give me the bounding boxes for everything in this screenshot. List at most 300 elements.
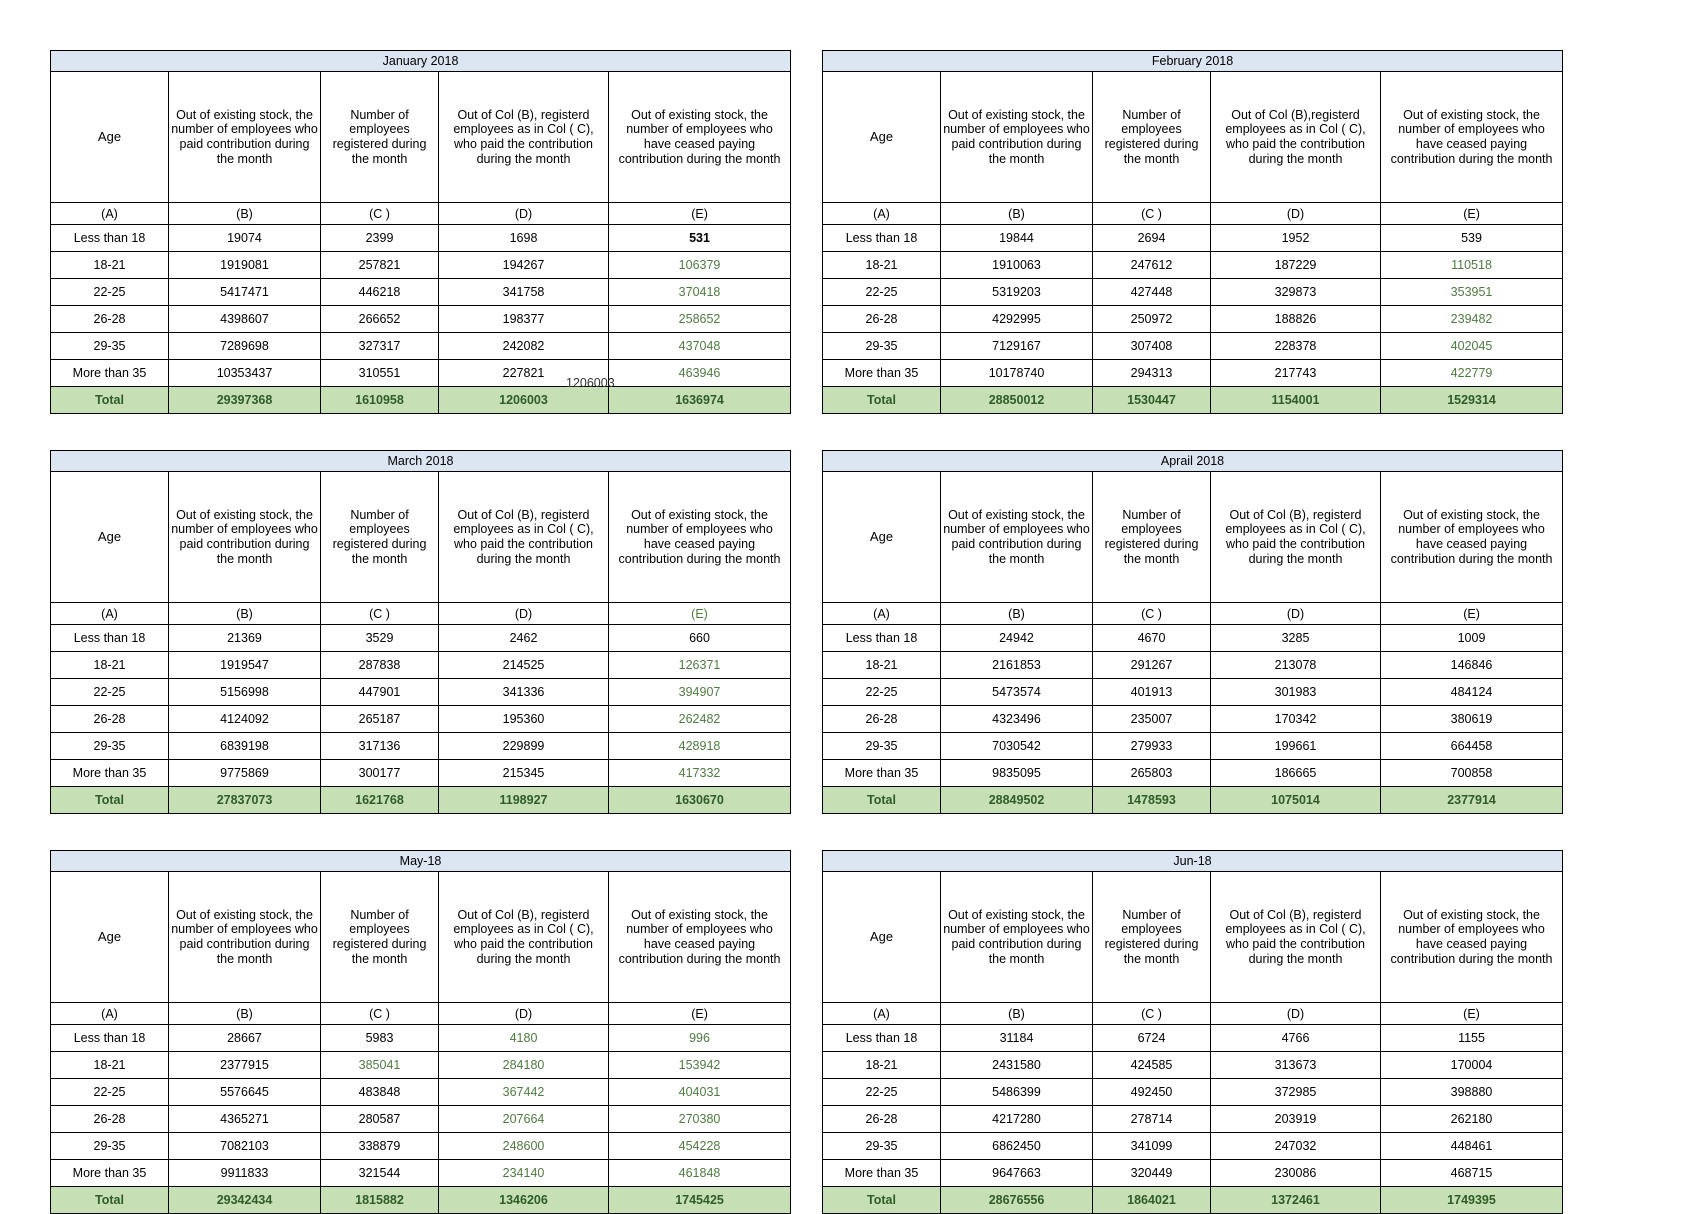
- value-cell-e: 370418: [609, 279, 791, 306]
- total-row: [823, 387, 1563, 414]
- value-cell-e: 404031: [609, 1079, 791, 1106]
- total-value-c: 1530447: [1093, 387, 1211, 414]
- column-header: Out of existing stock, the number of employees who have ceased paying contribution during the month: [1381, 872, 1563, 1003]
- value-cell-b: 9647663: [941, 1160, 1093, 1187]
- value-cell-e: 448461: [1381, 1133, 1563, 1160]
- column-letter-label: (A): [51, 603, 169, 625]
- value-cell-d: 199661: [1211, 733, 1381, 760]
- age-cell: 22-25: [51, 279, 169, 306]
- column-header: Number of employees registered during the month: [321, 72, 439, 203]
- column-letter-label: (D): [1211, 1003, 1381, 1025]
- value-cell-b: 31184: [941, 1025, 1093, 1052]
- value-cell-b: 5486399: [941, 1079, 1093, 1106]
- value-cell-b: 5417471: [169, 279, 321, 306]
- table-row-1: [50, 50, 1684, 414]
- value-cell-b: 7082103: [169, 1133, 321, 1160]
- age-cell: Less than 18: [823, 225, 941, 252]
- table-row: [51, 333, 791, 360]
- value-cell-e: 239482: [1381, 306, 1563, 333]
- value-cell-c: 320449: [1093, 1160, 1211, 1187]
- value-cell-c: 310551: [321, 360, 439, 387]
- age-cell: 29-35: [823, 333, 941, 360]
- value-cell-c: 338879: [321, 1133, 439, 1160]
- value-cell-c: 385041: [321, 1052, 439, 1079]
- value-cell-b: 28667: [169, 1025, 321, 1052]
- column-header: Out of existing stock, the number of employees who have ceased paying contribution during the month: [1381, 472, 1563, 603]
- table-row: [51, 625, 791, 652]
- value-cell-c: 2399: [321, 225, 439, 252]
- data-table: [822, 50, 1563, 414]
- value-cell-d: 228378: [1211, 333, 1381, 360]
- value-cell-b: 19074: [169, 225, 321, 252]
- value-cell-b: 5473574: [941, 679, 1093, 706]
- table-title: February 2018: [823, 51, 1563, 72]
- value-cell-d: 313673: [1211, 1052, 1381, 1079]
- total-value-c: 1610958: [321, 387, 439, 414]
- value-cell-c: 2694: [1093, 225, 1211, 252]
- age-cell: Less than 18: [823, 1025, 941, 1052]
- value-cell-b: 9775869: [169, 760, 321, 787]
- value-cell-d: 4180: [439, 1025, 609, 1052]
- table-title: March 2018: [51, 451, 791, 472]
- column-header: Number of employees registered during the month: [1093, 872, 1211, 1003]
- stray-note: 1206003: [566, 376, 615, 390]
- value-cell-e: 126371: [609, 652, 791, 679]
- value-cell-c: 341099: [1093, 1133, 1211, 1160]
- total-value-b: 29397368: [169, 387, 321, 414]
- value-cell-c: 6724: [1093, 1025, 1211, 1052]
- column-letter-label: (E): [609, 603, 791, 625]
- value-cell-c: 279933: [1093, 733, 1211, 760]
- column-header: Out of existing stock, the number of employees who have ceased paying contribution during the month: [1381, 72, 1563, 203]
- value-cell-c: 300177: [321, 760, 439, 787]
- age-cell: 26-28: [51, 306, 169, 333]
- table-row: [823, 706, 1563, 733]
- value-cell-d: 3285: [1211, 625, 1381, 652]
- value-cell-d: 207664: [439, 1106, 609, 1133]
- column-header: Out of existing stock, the number of employees who have ceased paying contribution during the month: [609, 472, 791, 603]
- total-value-d: 1075014: [1211, 787, 1381, 814]
- table-row: [51, 760, 791, 787]
- value-cell-d: 2462: [439, 625, 609, 652]
- table-title: Jun-18: [823, 851, 1563, 872]
- column-header: Age: [823, 472, 941, 603]
- table-row: [823, 252, 1563, 279]
- table-row: [823, 225, 1563, 252]
- table-block-may-18: [50, 850, 790, 1214]
- column-letter-label: (A): [823, 603, 941, 625]
- value-cell-e: 417332: [609, 760, 791, 787]
- value-cell-c: 278714: [1093, 1106, 1211, 1133]
- value-cell-b: 5156998: [169, 679, 321, 706]
- value-cell-e: 153942: [609, 1052, 791, 1079]
- age-cell: 18-21: [51, 252, 169, 279]
- total-value-d: 1154001: [1211, 387, 1381, 414]
- value-cell-d: 214525: [439, 652, 609, 679]
- value-cell-d: 187229: [1211, 252, 1381, 279]
- total-value-e: 1745425: [609, 1187, 791, 1214]
- age-cell: 26-28: [823, 706, 941, 733]
- value-cell-c: 266652: [321, 306, 439, 333]
- age-cell: 22-25: [51, 1079, 169, 1106]
- value-cell-b: 6839198: [169, 733, 321, 760]
- value-cell-c: 327317: [321, 333, 439, 360]
- table-row: [51, 1160, 791, 1187]
- column-letter-label: (D): [1211, 603, 1381, 625]
- table-row: [823, 1160, 1563, 1187]
- value-cell-c: 280587: [321, 1106, 439, 1133]
- total-value-c: 1621768: [321, 787, 439, 814]
- age-cell: Less than 18: [51, 225, 169, 252]
- value-cell-e: 664458: [1381, 733, 1563, 760]
- value-cell-c: 291267: [1093, 652, 1211, 679]
- value-cell-b: 1910063: [941, 252, 1093, 279]
- column-header: Out of Col (B), registerd employees as in Col ( C), who paid the contribution during the month: [439, 472, 609, 603]
- column-letter-label: (C ): [321, 1003, 439, 1025]
- value-cell-e: 270380: [609, 1106, 791, 1133]
- age-cell: More than 35: [823, 760, 941, 787]
- table-row: [823, 1106, 1563, 1133]
- value-cell-e: 106379: [609, 252, 791, 279]
- column-header: Out of existing stock, the number of employees who paid contribution during the month: [169, 72, 321, 203]
- value-cell-b: 1919081: [169, 252, 321, 279]
- table-row: [51, 360, 791, 387]
- value-cell-b: 7289698: [169, 333, 321, 360]
- table-row-2: [50, 450, 1684, 814]
- value-cell-d: 1698: [439, 225, 609, 252]
- table-row: [823, 360, 1563, 387]
- column-letter-label: (D): [1211, 203, 1381, 225]
- value-cell-d: 301983: [1211, 679, 1381, 706]
- value-cell-d: 217743: [1211, 360, 1381, 387]
- column-letter-label: (A): [823, 1003, 941, 1025]
- value-cell-d: 188826: [1211, 306, 1381, 333]
- age-cell: 22-25: [823, 679, 941, 706]
- column-letter-label: (D): [439, 203, 609, 225]
- value-cell-d: 1952: [1211, 225, 1381, 252]
- value-cell-e: 262482: [609, 706, 791, 733]
- table-row: [823, 1052, 1563, 1079]
- value-cell-d: 367442: [439, 1079, 609, 1106]
- column-header: Out of existing stock, the number of employees who have ceased paying contribution during the month: [609, 872, 791, 1003]
- age-cell: 18-21: [51, 1052, 169, 1079]
- age-cell: Less than 18: [823, 625, 941, 652]
- table-row: [823, 333, 1563, 360]
- column-header: Out of existing stock, the number of employees who have ceased paying contribution during the month: [609, 72, 791, 203]
- column-header: Number of employees registered during the month: [1093, 472, 1211, 603]
- value-cell-e: 1009: [1381, 625, 1563, 652]
- table-row: [823, 1025, 1563, 1052]
- table-row: [51, 1133, 791, 1160]
- value-cell-d: 372985: [1211, 1079, 1381, 1106]
- value-cell-e: 437048: [609, 333, 791, 360]
- value-cell-b: 5576645: [169, 1079, 321, 1106]
- column-header: Out of Col (B), registerd employees as in Col ( C), who paid the contribution during the month: [439, 872, 609, 1003]
- table-row: [823, 760, 1563, 787]
- column-letter-label: (E): [1381, 1003, 1563, 1025]
- total-label: Total: [823, 387, 941, 414]
- total-row: [51, 787, 791, 814]
- age-cell: 22-25: [51, 679, 169, 706]
- total-value-e: 1749395: [1381, 1187, 1563, 1214]
- value-cell-c: 483848: [321, 1079, 439, 1106]
- value-cell-b: 2377915: [169, 1052, 321, 1079]
- value-cell-d: 195360: [439, 706, 609, 733]
- table-title: May-18: [51, 851, 791, 872]
- total-value-d: 1372461: [1211, 1187, 1381, 1214]
- table-row: [51, 706, 791, 733]
- age-cell: 29-35: [51, 333, 169, 360]
- column-letter-label: (E): [609, 203, 791, 225]
- total-value-b: 29342434: [169, 1187, 321, 1214]
- total-value-c: 1815882: [321, 1187, 439, 1214]
- value-cell-e: 394907: [609, 679, 791, 706]
- data-table: [822, 850, 1563, 1214]
- table-row: [823, 652, 1563, 679]
- table-block-march-2018: [50, 450, 790, 814]
- value-cell-c: 317136: [321, 733, 439, 760]
- value-cell-d: 230086: [1211, 1160, 1381, 1187]
- age-cell: 26-28: [823, 1106, 941, 1133]
- total-value-e: 1630670: [609, 787, 791, 814]
- age-cell: 22-25: [823, 279, 941, 306]
- total-value-b: 28850012: [941, 387, 1093, 414]
- value-cell-c: 257821: [321, 252, 439, 279]
- age-cell: 29-35: [51, 1133, 169, 1160]
- value-cell-e: 454228: [609, 1133, 791, 1160]
- total-value-e: 1529314: [1381, 387, 1563, 414]
- table-row-3: [50, 850, 1684, 1214]
- column-letter-label: (C ): [321, 203, 439, 225]
- column-letter-label: (C ): [1093, 1003, 1211, 1025]
- column-header: Out of existing stock, the number of employees who paid contribution during the month: [169, 472, 321, 603]
- data-table: [822, 450, 1563, 814]
- column-letter-label: (B): [169, 203, 321, 225]
- total-value-b: 27837073: [169, 787, 321, 814]
- age-cell: 18-21: [823, 652, 941, 679]
- value-cell-e: 262180: [1381, 1106, 1563, 1133]
- table-row: [51, 1052, 791, 1079]
- age-cell: 29-35: [51, 733, 169, 760]
- value-cell-b: 9835095: [941, 760, 1093, 787]
- age-cell: 26-28: [51, 706, 169, 733]
- value-cell-d: 194267: [439, 252, 609, 279]
- total-value-b: 28676556: [941, 1187, 1093, 1214]
- value-cell-b: 24942: [941, 625, 1093, 652]
- value-cell-b: 1919547: [169, 652, 321, 679]
- column-letter-label: (B): [941, 203, 1093, 225]
- value-cell-c: 247612: [1093, 252, 1211, 279]
- column-letter-label: (A): [51, 203, 169, 225]
- value-cell-d: 229899: [439, 733, 609, 760]
- total-label: Total: [823, 1187, 941, 1214]
- value-cell-d: 215345: [439, 760, 609, 787]
- column-header: Age: [51, 72, 169, 203]
- value-cell-b: 4124092: [169, 706, 321, 733]
- value-cell-e: 353951: [1381, 279, 1563, 306]
- table-row: [51, 733, 791, 760]
- age-cell: 29-35: [823, 733, 941, 760]
- total-label: Total: [51, 387, 169, 414]
- value-cell-e: 531: [609, 225, 791, 252]
- age-cell: More than 35: [823, 1160, 941, 1187]
- value-cell-c: 287838: [321, 652, 439, 679]
- total-value-d: 1198927: [439, 787, 609, 814]
- column-letter-label: (B): [169, 1003, 321, 1025]
- table-row: [823, 1133, 1563, 1160]
- age-cell: 22-25: [823, 1079, 941, 1106]
- column-header: Number of employees registered during the month: [321, 472, 439, 603]
- column-letter-label: (E): [1381, 203, 1563, 225]
- column-header: Number of employees registered during the month: [321, 872, 439, 1003]
- age-cell: 29-35: [823, 1133, 941, 1160]
- table-row: [51, 1106, 791, 1133]
- table-row: [823, 279, 1563, 306]
- column-header: Age: [51, 872, 169, 1003]
- value-cell-c: 294313: [1093, 360, 1211, 387]
- value-cell-e: 380619: [1381, 706, 1563, 733]
- column-header: Age: [823, 72, 941, 203]
- column-letter-label: (C ): [1093, 203, 1211, 225]
- column-header: Out of existing stock, the number of employees who paid contribution during the month: [941, 472, 1093, 603]
- value-cell-d: 4766: [1211, 1025, 1381, 1052]
- column-header: Out of Col (B), registerd employees as in Col ( C), who paid the contribution during the month: [1211, 872, 1381, 1003]
- value-cell-e: 700858: [1381, 760, 1563, 787]
- age-cell: 26-28: [51, 1106, 169, 1133]
- value-cell-b: 4398607: [169, 306, 321, 333]
- value-cell-d: 213078: [1211, 652, 1381, 679]
- age-cell: 18-21: [823, 252, 941, 279]
- value-cell-e: 539: [1381, 225, 1563, 252]
- value-cell-e: 1155: [1381, 1025, 1563, 1052]
- age-cell: Less than 18: [51, 1025, 169, 1052]
- column-letter-label: (D): [439, 603, 609, 625]
- value-cell-b: 19844: [941, 225, 1093, 252]
- value-cell-d: 186665: [1211, 760, 1381, 787]
- value-cell-c: 447901: [321, 679, 439, 706]
- value-cell-c: 424585: [1093, 1052, 1211, 1079]
- age-cell: More than 35: [823, 360, 941, 387]
- column-header: Age: [823, 872, 941, 1003]
- table-row: [51, 279, 791, 306]
- value-cell-c: 235007: [1093, 706, 1211, 733]
- value-cell-c: 427448: [1093, 279, 1211, 306]
- value-cell-b: 2161853: [941, 652, 1093, 679]
- value-cell-b: 2431580: [941, 1052, 1093, 1079]
- total-label: Total: [823, 787, 941, 814]
- value-cell-d: 341336: [439, 679, 609, 706]
- value-cell-e: 996: [609, 1025, 791, 1052]
- total-row: [51, 387, 791, 414]
- value-cell-e: 484124: [1381, 679, 1563, 706]
- value-cell-d: 247032: [1211, 1133, 1381, 1160]
- value-cell-c: 321544: [321, 1160, 439, 1187]
- data-table: [50, 450, 791, 814]
- age-cell: More than 35: [51, 1160, 169, 1187]
- value-cell-e: 110518: [1381, 252, 1563, 279]
- column-header: Number of employees registered during the month: [1093, 72, 1211, 203]
- total-value-d: 1206003: [439, 387, 609, 414]
- value-cell-c: 250972: [1093, 306, 1211, 333]
- table-row: [823, 733, 1563, 760]
- data-table: [50, 850, 791, 1214]
- column-letter-label: (E): [609, 1003, 791, 1025]
- table-row: [51, 1025, 791, 1052]
- value-cell-c: 492450: [1093, 1079, 1211, 1106]
- age-cell: 18-21: [51, 652, 169, 679]
- column-header: Out of Col (B),registerd employees as in Col ( C), who paid the contribution during the month: [1211, 72, 1381, 203]
- table-block-jun-18: [822, 850, 1562, 1214]
- value-cell-e: 422779: [1381, 360, 1563, 387]
- column-header: Out of Col (B), registerd employees as in Col ( C), who paid the contribution during the month: [439, 72, 609, 203]
- total-label: Total: [51, 1187, 169, 1214]
- value-cell-d: 284180: [439, 1052, 609, 1079]
- table-title: Aprail 2018: [823, 451, 1563, 472]
- value-cell-d: 329873: [1211, 279, 1381, 306]
- table-row: [823, 625, 1563, 652]
- value-cell-e: 146846: [1381, 652, 1563, 679]
- total-row: [823, 787, 1563, 814]
- value-cell-e: 428918: [609, 733, 791, 760]
- total-value-b: 28849502: [941, 787, 1093, 814]
- value-cell-b: 21369: [169, 625, 321, 652]
- value-cell-d: 248600: [439, 1133, 609, 1160]
- total-value-e: 2377914: [1381, 787, 1563, 814]
- column-header: Out of Col (B), registerd employees as in Col ( C), who paid the contribution during the month: [1211, 472, 1381, 603]
- column-header: Out of existing stock, the number of employees who paid contribution during the month: [941, 872, 1093, 1003]
- value-cell-b: 6862450: [941, 1133, 1093, 1160]
- value-cell-e: 461848: [609, 1160, 791, 1187]
- table-row: [823, 679, 1563, 706]
- value-cell-d: 234140: [439, 1160, 609, 1187]
- table-row: [51, 652, 791, 679]
- table-block-february-2018: [822, 50, 1562, 414]
- value-cell-b: 7129167: [941, 333, 1093, 360]
- table-row: [51, 306, 791, 333]
- table-row: [823, 1079, 1563, 1106]
- column-letter-label: (B): [941, 1003, 1093, 1025]
- value-cell-e: 402045: [1381, 333, 1563, 360]
- value-cell-d: 198377: [439, 306, 609, 333]
- column-header: Out of existing stock, the number of employees who paid contribution during the month: [169, 872, 321, 1003]
- table-row: [51, 1079, 791, 1106]
- column-header: Out of existing stock, the number of employees who paid contribution during the month: [941, 72, 1093, 203]
- value-cell-e: 660: [609, 625, 791, 652]
- age-cell: Less than 18: [51, 625, 169, 652]
- value-cell-b: 4365271: [169, 1106, 321, 1133]
- table-title: January 2018: [51, 51, 791, 72]
- value-cell-c: 4670: [1093, 625, 1211, 652]
- table-row: [51, 225, 791, 252]
- total-label: Total: [51, 787, 169, 814]
- age-cell: More than 35: [51, 760, 169, 787]
- age-cell: More than 35: [51, 360, 169, 387]
- value-cell-d: 242082: [439, 333, 609, 360]
- value-cell-c: 446218: [321, 279, 439, 306]
- column-letter-label: (B): [169, 603, 321, 625]
- total-value-c: 1478593: [1093, 787, 1211, 814]
- value-cell-e: 463946: [609, 360, 791, 387]
- value-cell-c: 265803: [1093, 760, 1211, 787]
- value-cell-b: 10353437: [169, 360, 321, 387]
- data-table: [50, 50, 791, 414]
- value-cell-b: 4292995: [941, 306, 1093, 333]
- value-cell-d: 227821: [439, 360, 609, 387]
- table-block-april-2018: [822, 450, 1562, 814]
- value-cell-b: 4217280: [941, 1106, 1093, 1133]
- value-cell-e: 398880: [1381, 1079, 1563, 1106]
- age-cell: 18-21: [823, 1052, 941, 1079]
